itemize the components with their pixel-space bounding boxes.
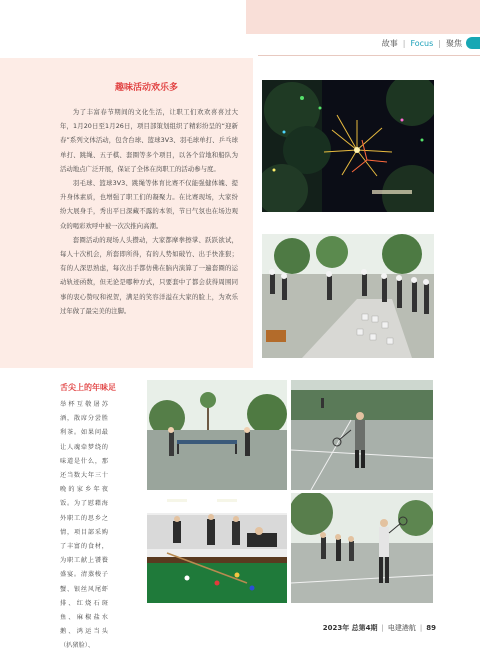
section1-paragraph-2: 羽毛球、篮球3V3、跳绳等体育比赛不仅能强健体魄、提升身体素质，也增强了职工们的凝聚力。在比赛现场，大家纷纷大展身手，秀出平日深藏不露的本领，节日气氛也在场边观众的喝彩欢呼中被一次次推向高潮。 xyxy=(60,179,238,230)
footer-page-number: 89 xyxy=(426,624,436,632)
footer-separator: | xyxy=(419,624,423,632)
header-pink-band xyxy=(246,0,480,34)
billiards-photo xyxy=(147,493,287,603)
ring-toss-photo xyxy=(262,234,434,358)
nav-juji: 聚焦 xyxy=(446,39,462,48)
section2-body: 举杯互敬屠苏酒，散席分尝胜利茶。如果问最让人魂牵梦绕的味道是什么，那还当数大年三十晚的家乡年夜饭。为了慰藉海外职工的思乡之情，项目部采购了丰富的食材，为职工献上饕餮盛宴。清蒸梭子蟹、银丝风尾虾排、红烧石斑鱼、麻椒盐水鹅、鸿运当头（扒猪脸）、 xyxy=(60,401,108,650)
section1-paragraph-1: 为了丰富春节期间的文化生活，让职工们欢欢喜喜过大年，1月20日至1月26日，项目部策划组织了精彩纷呈的“迎新春”系列文体活动，包含台球、篮球3V3、羽毛球单打、乒乓球单打、跳绳、五子棋、套圈等多个项目，以各个营地和船队为活动地点广泛开展，保证了全体在岗职工的活动参与度。 xyxy=(60,108,238,173)
nav-separator: | xyxy=(402,39,406,48)
section1-title: 趣味活动欢乐多 xyxy=(115,83,179,93)
fireworks-photo xyxy=(262,80,434,212)
footer-magazine: 电建港航 xyxy=(387,624,416,632)
footer-separator: | xyxy=(381,624,384,632)
nav-separator: | xyxy=(438,39,441,48)
badminton-photo-2 xyxy=(291,493,433,603)
section2-title: 舌尖上的年味足 xyxy=(60,383,116,392)
header-accent-tab xyxy=(466,37,480,49)
section1-body xyxy=(60,105,238,318)
header-divider xyxy=(258,55,480,56)
nav-focus: Focus xyxy=(410,39,434,48)
header-nav xyxy=(382,38,462,49)
section1-paragraph-3: 套圈活动的现场人头攒动，大家都摩拳擦掌、跃跃欲试，每人十次机会，所套即所得，有的人势如破竹、出手快准狠；有的人深思熟虑，每次出手都仿佛在脑内演算了一遍套圈的运动轨迹函数，但无论是哪种方式，只要套中了都会获得周围同事的衷心赞叹和祝贺，满足的笑容洋溢在大家的脸上，为欢乐过年做了最完美的注脚。 xyxy=(60,235,238,315)
badminton-photo-1 xyxy=(291,380,433,490)
footer-issue: 2023年 总第4期 xyxy=(322,624,378,632)
table-tennis-photo xyxy=(147,380,287,490)
nav-story: 故事 xyxy=(381,39,398,48)
page-footer xyxy=(323,623,436,633)
